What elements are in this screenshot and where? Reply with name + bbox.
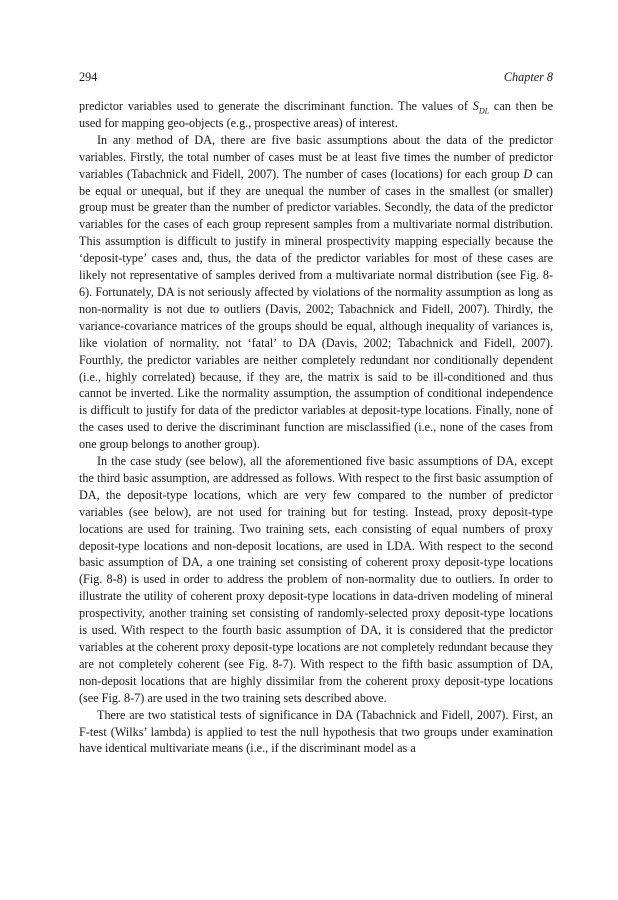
- paragraph-2: [79, 132, 553, 453]
- page-number: 294: [79, 70, 98, 84]
- sdl-symbol: S: [472, 99, 479, 113]
- chapter-title: Chapter 8: [503, 70, 553, 84]
- paragraph-4: There are two statistical tests of significance in DA (Tabachnick and Fidell, 2007). First, an F-test (Wilks’ lambda) is applied to test the null hypothesis that two groups under examination have identical multivariate means (i.e., if the discriminant model as a: [79, 707, 553, 756]
- p2-text-after: can be equal or unequal, but if they are unequal the number of cases in the smallest (or smaller) group must be greater than the number of predictor variables. Secondly, the data of the predictor variables for the cases of each group represent samples from a multivariate normal distribution. This assumption is difficult to justify in mineral prospectivity mapping especially because the ‘deposit-type’ cases and, thus, the data of the predictor variables for most of these cases are likely not representative of samples derived from a multivariate normal distribution (see Fig. 8-6). Fortunately, DA is not seriously affected by violations of the normality assumption as long as non-normality is not due to outliers (Davis, 2002; Tabachnick and Fidell, 2007). Thirdly, the variance-covariance matrices of the groups should be equal, although inequality of variances is, like violation of normality, not ‘fatal’ to DA (Davis, 2002; Tabachnick and Fidell, 2007). Fourthly, the predictor variables are neither completely redundant nor conditionally dependent (i.e., highly correlated) because, if they are, the matrix is said to be ill-conditioned and thus cannot be inverted. Like the normality assumption, the assumption of conditional independence is difficult to justify for data of the predictor variables at deposit-type locations. Finally, none of the cases used to derive the discriminant function are misclassified (i.e., none of the cases from one group belongs to another group).: [79, 166, 553, 452]
- p1-text-after: can then be used for mapping geo-objects (e.g., prospective areas) of interest.: [79, 99, 554, 130]
- paragraph-1: [79, 98, 553, 132]
- paragraph-3: In the case study (see below), all the aforementioned five basic assumptions of DA, except the third basic assumption, are addressed as follows. With respect to the first basic assumption of DA, the deposit-type locations, which are very few compared to the number of predictor variables (see below), are not used for training but for testing. Instead, proxy deposit-type locations are used for training. Two training sets, each consisting of equal numbers of proxy deposit-type locations and non-deposit locations, are used in LDA. With respect to the second basic assumption of DA, a one training set consisting of coherent proxy deposit-type locations (Fig. 8-8) is used in order to address the problem of non-normality due to outliers. In order to illustrate the utility of coherent proxy deposit-type locations in data-driven modeling of mineral prospectivity, another training set consisting of randomly-selected proxy deposit-type locations is used. With respect to the fourth basic assumption of DA, it is considered that the predictor variables at the coherent proxy deposit-type locations are not completely redundant because they are not completely coherent (see Fig. 8-7). With respect to the fifth basic assumption of DA, non-deposit locations that are highly dissimilar from the coherent proxy deposit-type locations (see Fig. 8-7) are used in the two training sets described above.: [79, 454, 553, 705]
- p2-text-before: In any method of DA, there are five basic assumptions about the data of the predictor variables. Firstly, the total number of cases must be at least five times the number of predictor variables (Tabachnick and Fidell, 2007). The number of cases (locations) for each group: [79, 132, 553, 181]
- body-text: [79, 98, 553, 757]
- sdl-subscript: DL: [478, 106, 490, 116]
- d-symbol: D: [523, 166, 533, 181]
- running-header: [79, 70, 553, 84]
- p1-text-before: predictor variables used to generate the discriminant function. The values of: [79, 99, 473, 113]
